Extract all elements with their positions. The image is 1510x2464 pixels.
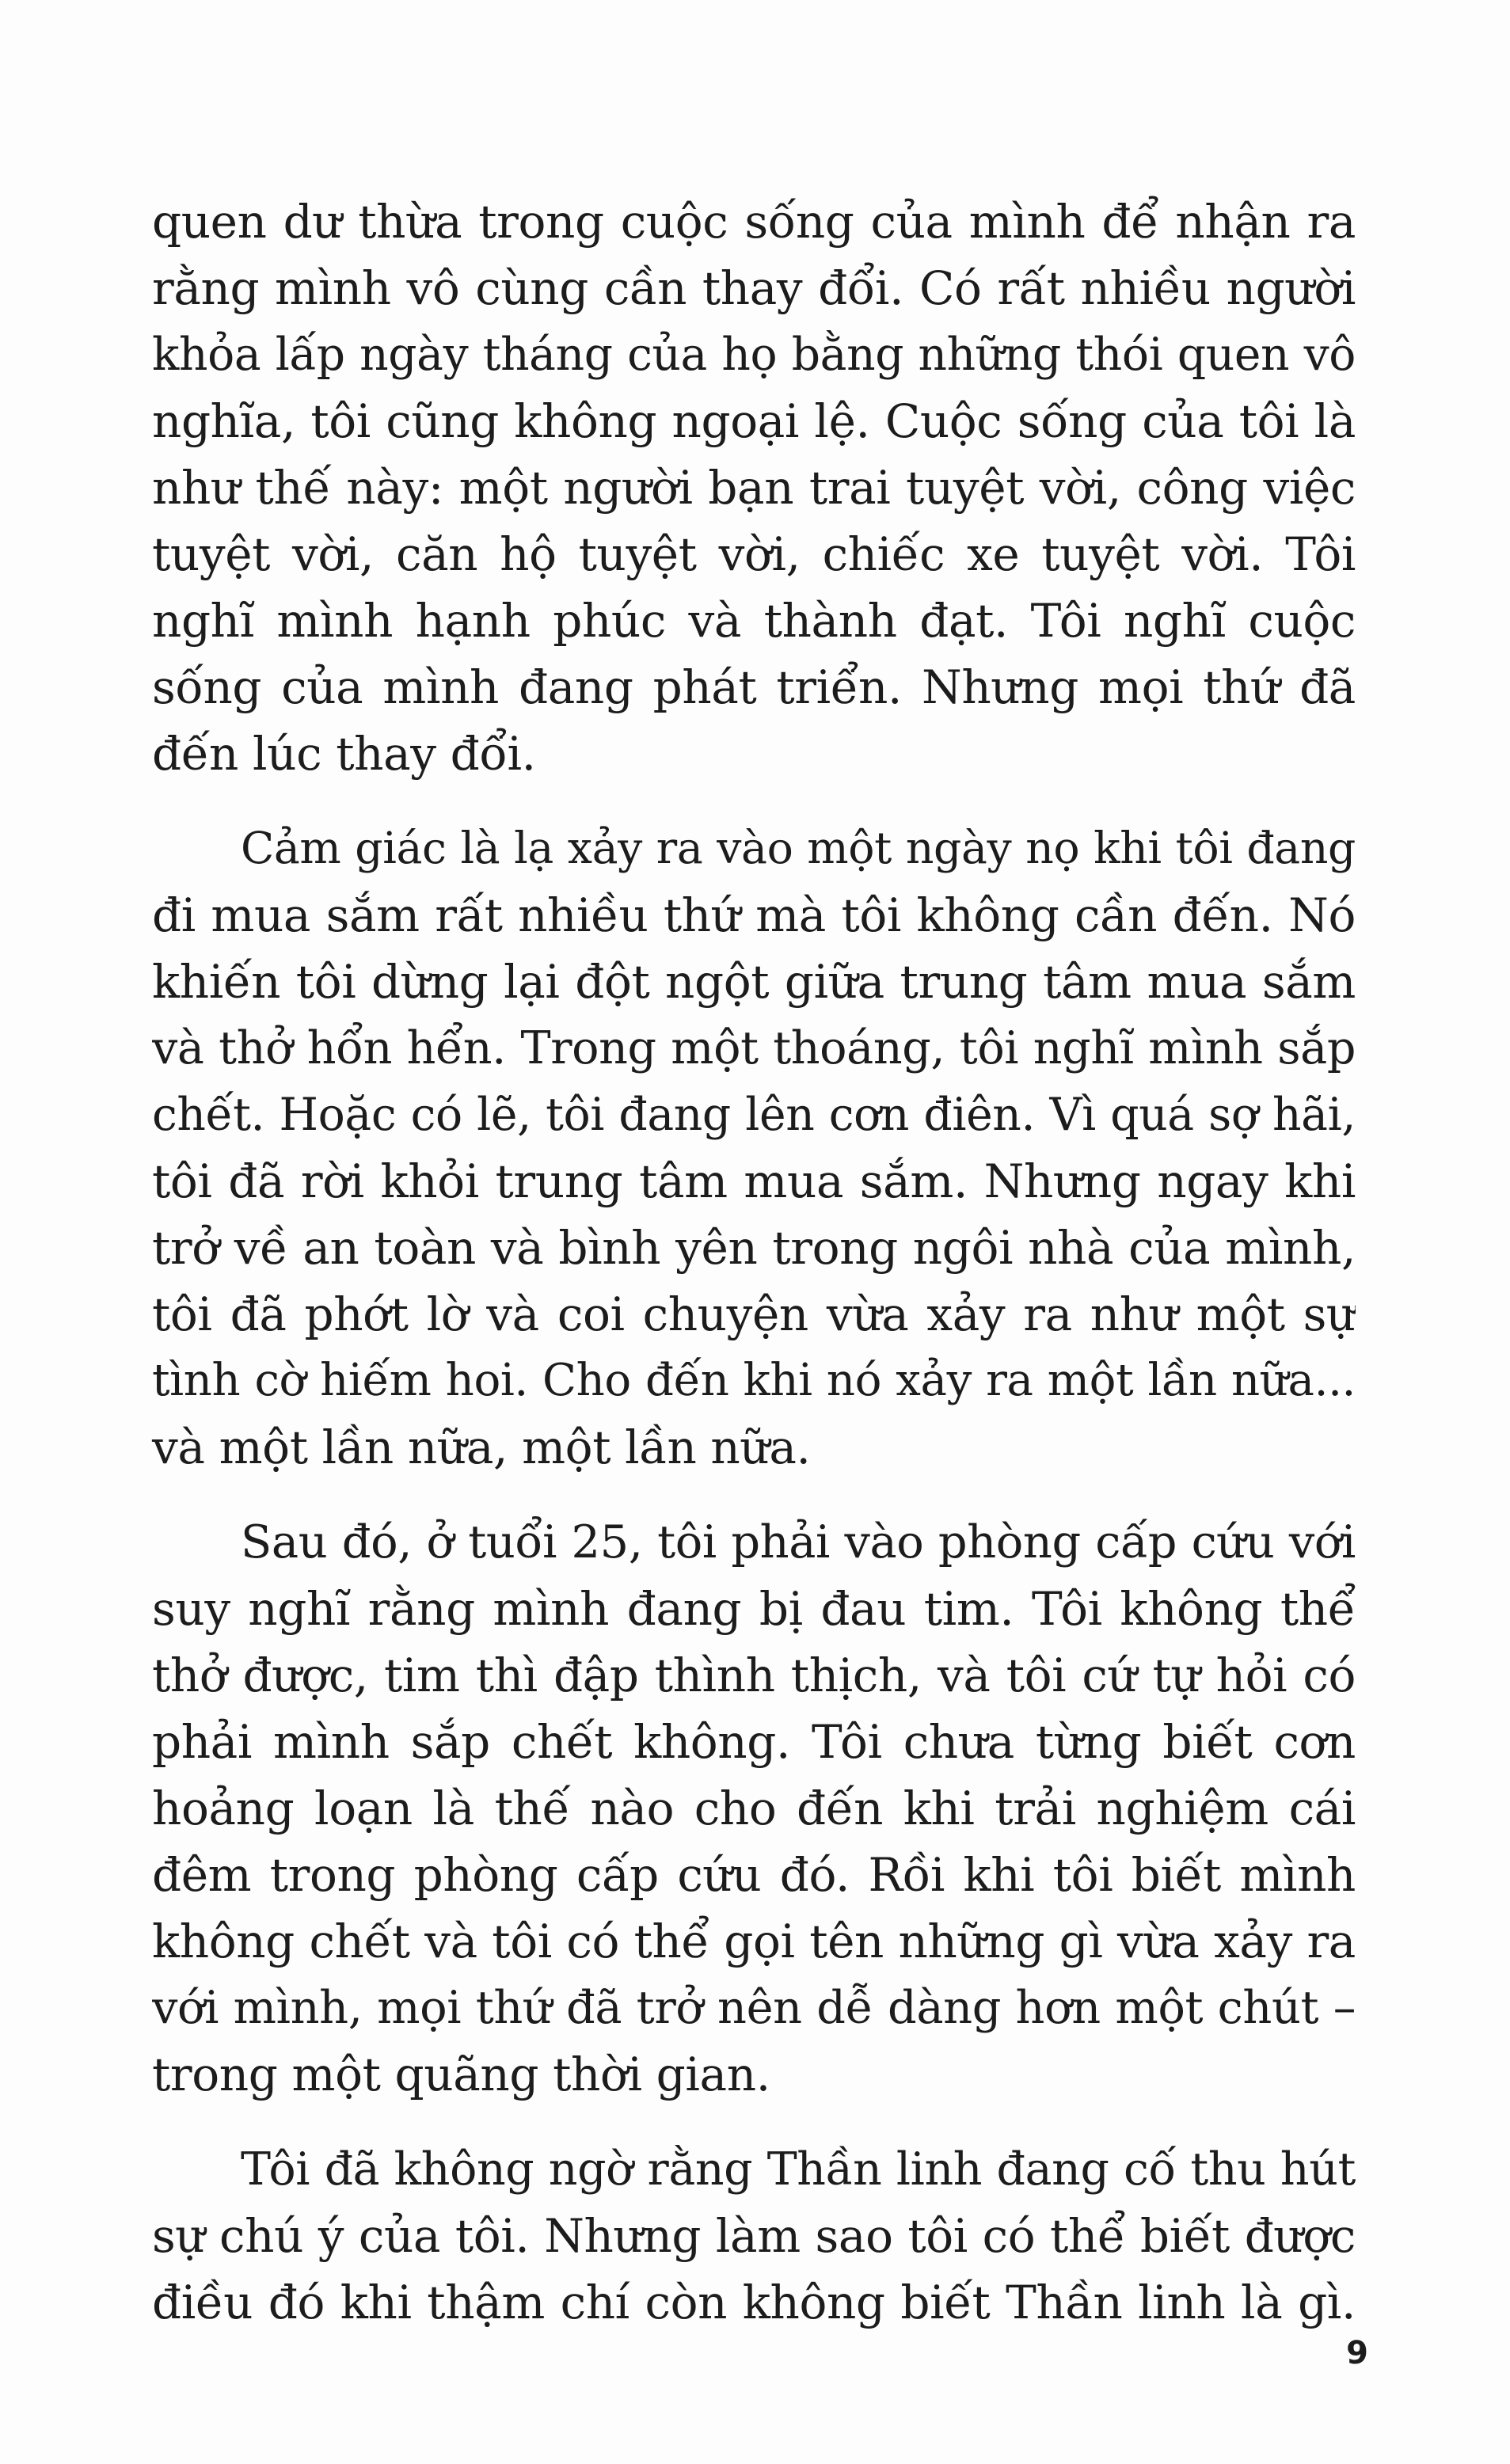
paragraph-spacer xyxy=(152,787,1356,816)
text-line: Tôi đã không ngờ rằng Thần linh đang cố thu hút xyxy=(241,2143,1356,2196)
paragraph-spacer xyxy=(152,2108,1356,2136)
paragraph-spacer xyxy=(152,1481,1356,1509)
body-text xyxy=(152,188,1356,2336)
page-number: 9 xyxy=(1346,2335,1368,2371)
text-line: tình cờ hiếm hoi. Cho đến khi nó xảy ra một lần nữa... xyxy=(152,1355,1356,1406)
text-line: và thở hổn hển. Trong một thoáng, tôi nghĩ mình sắp xyxy=(152,1022,1356,1074)
text-line: hoảng loạn là thế nào cho đến khi trải nghiệm cái xyxy=(152,1781,1356,1835)
text-line: trở về an toàn và bình yên trong ngôi nhà của mình, xyxy=(152,1221,1356,1275)
text-line: và một lần nữa, một lần nữa. xyxy=(152,1420,811,1474)
text-line: điều đó khi thậm chí còn không biết Thần linh là gì. xyxy=(152,2276,1356,2329)
text-line: Sau đó, ở tuổi 25, tôi phải vào phòng cấp cứu với xyxy=(241,1515,1356,1569)
text-line: nghĩa, tôi cũng không ngoại lệ. Cuộc sống của tôi là xyxy=(152,394,1356,448)
paragraph-4 xyxy=(152,2136,1356,2336)
paragraph-3 xyxy=(152,1509,1356,2108)
text-line: chết. Hoặc có lẽ, tôi đang lên cơn điên. Vì quá sợ hãi, xyxy=(152,1089,1356,1141)
text-line: tôi đã rời khỏi trung tâm mua sắm. Nhưng ngay khi xyxy=(152,1154,1356,1208)
text-line: không chết và tôi có thể gọi tên những gì vừa xảy ra xyxy=(152,1915,1356,1968)
text-line: sự chú ý của tôi. Nhưng làm sao tôi có thể biết được xyxy=(152,2209,1356,2263)
text-line: như thế này: một người bạn trai tuyệt vời, công việc xyxy=(152,461,1356,515)
text-line: khỏa lấp ngày tháng của họ bằng những thói quen vô xyxy=(152,329,1356,381)
text-line: Cảm giác là lạ xảy ra vào một ngày nọ khi tôi đang xyxy=(241,823,1356,874)
text-line: rằng mình vô cùng cần thay đổi. Có rất nhiều người xyxy=(152,261,1356,315)
text-line: tôi đã phớt lờ và coi chuyện vừa xảy ra như một sự xyxy=(152,1287,1356,1341)
text-line: tuyệt vời, căn hộ tuyệt vời, chiếc xe tuyệt vời. Tôi xyxy=(152,527,1356,581)
text-line: phải mình sắp chết không. Tôi chưa từng biết cơn xyxy=(152,1715,1356,1769)
text-line: với mình, mọi thứ đã trở nên dễ dàng hơn một chút – xyxy=(152,1981,1356,2034)
text-line: khiến tôi dừng lại đột ngột giữa trung tâm mua sắm xyxy=(152,955,1356,1009)
text-line: đến lúc thay đổi. xyxy=(152,727,536,781)
text-line: nghĩ mình hạnh phúc và thành đạt. Tôi nghĩ cuộc xyxy=(152,594,1356,648)
text-line: suy nghĩ rằng mình đang bị đau tim. Tôi không thể xyxy=(152,1582,1356,1636)
text-line: sống của mình đang phát triển. Nhưng mọi thứ đã xyxy=(152,660,1356,714)
paragraph-1 xyxy=(152,188,1356,787)
text-line: đêm trong phòng cấp cứu đó. Rồi khi tôi biết mình xyxy=(152,1848,1356,1902)
text-line: quen dư thừa trong cuộc sống của mình để nhận ra xyxy=(152,195,1356,249)
paragraph-2 xyxy=(152,816,1356,1481)
text-line: trong một quãng thời gian. xyxy=(152,2048,770,2101)
text-line: thở được, tim thì đập thình thịch, và tôi cứ tự hỏi có xyxy=(152,1648,1356,1702)
text-line: đi mua sắm rất nhiều thứ mà tôi không cần đến. Nó xyxy=(152,888,1356,942)
